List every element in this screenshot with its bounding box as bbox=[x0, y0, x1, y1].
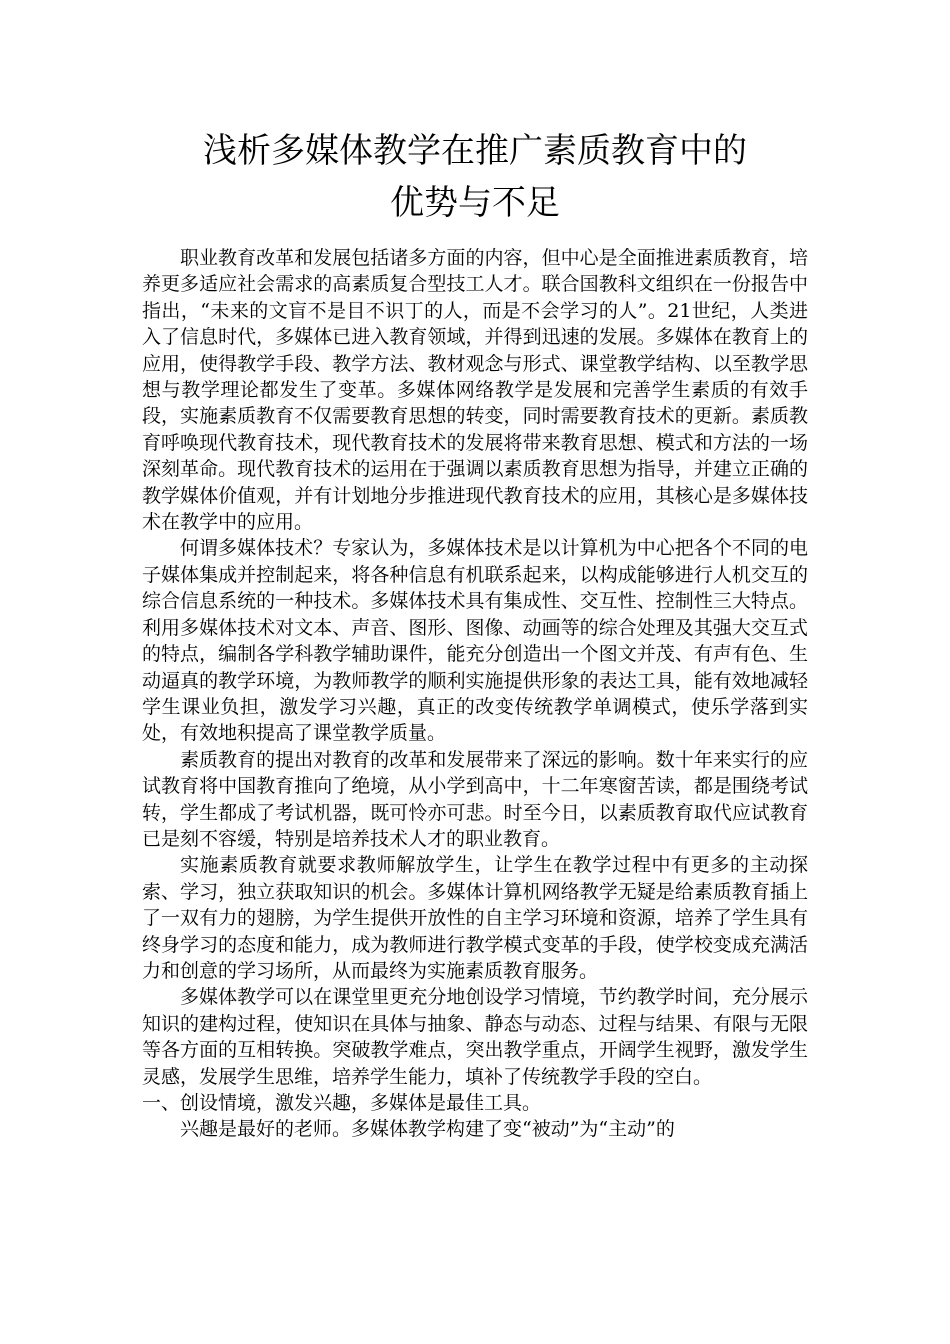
body-paragraph: 职业教育改革和发展包括诸多方面的内容，但中心是全面推进素质教育，培养更多适应社会需求的高素质复合型技工人才。联合国教科文组织在一份报告中指出，“未来的文盲不是目不识丁的人，而是不会学习的人”。21世纪，人类进入了信息时代，多媒体已进入教育领域，并得到迅速的发展。多媒体在教育上的应用，使得教学手段、教学方法、教材观念与形式、课堂教学结构、以至教学思想与教学理论都发生了变革。多媒体网络教学是发展和完善学生素质的有效手段，实施素质教育不仅需要教育思想的转变，同时需要教育技术的更新。素质教育呼唤现代教育技术，现代教育技术的发展将带来教育思想、模式和方法的一场深刻革命。现代教育技术的运用在于强调以素质教育思想为指导，并建立正确的教学媒体价值观，并有计划地分步推进现代教育技术的应用，其核心是多媒体技术在教学中的应用。 bbox=[142, 247, 808, 534]
body-paragraph: 素质教育的提出对教育的改革和发展带来了深远的影响。数十年来实行的应试教育将中国教育推向了绝境，从小学到高中，十二年寒窗苦读，都是围绕考试转，学生都成了考试机器，既可怜亦可悲。时至今日，以素质教育取代应试教育已是刻不容缓，特别是培养技术人才的职业教育。 bbox=[142, 748, 808, 850]
body-paragraph: 何谓多媒体技术？专家认为，多媒体技术是以计算机为中心把各个不同的电子媒体集成并控制起来，将各种信息有机联系起来，以构成能够进行人机交互的综合信息系统的一种技术。多媒体技术具有集成性、交互性、控制性三大特点。利用多媒体技术对文本、声音、图形、图像、动画等的综合处理及其强大交互式的特点，编制各学科教学辅助课件，能充分创造出一个图文并茂、有声有色、生动逼真的教学环境，为教师教学的顺利实施提供形象的表达工具，能有效地减轻学生课业负担，激发学习兴趣，真正的改变传统教学单调模式，使乐学落到实处，有效地积提高了课堂教学质量。 bbox=[142, 537, 808, 745]
body-paragraph: 实施素质教育就要求教师解放学生，让学生在教学过程中有更多的主动探索、学习，独立获取知识的机会。多媒体计算机网络教学无疑是给素质教育插上了一双有力的翅膀，为学生提供开放性的自主学习环境和资源，培养了学生具有终身学习的态度和能力，成为教师进行教学模式变革的手段，使学校变成充满活力和创意的学习场所，从而最终为实施素质教育服务。 bbox=[142, 854, 808, 982]
body-paragraph: 多媒体教学可以在课堂里更充分地创设学习情境，节约教学时间，充分展示知识的建构过程，使知识在具体与抽象、静态与动态、过程与结果、有限与无限等各方面的互相转换。突破教学难点，突出教学重点，开阔学生视野，激发学生灵感，发展学生思维，培养学生能力，填补了传统教学手段的空白。 bbox=[142, 986, 808, 1088]
document-body bbox=[142, 245, 808, 1143]
document-title-line-2: 优势与不足 bbox=[390, 183, 560, 223]
document-title-line-1: 浅析多媒体教学在推广素质教育中的 bbox=[203, 131, 747, 171]
body-paragraph: 兴趣是最好的老师。多媒体教学构建了变“被动”为“主动”的 bbox=[180, 1118, 675, 1141]
section-heading: 一、创设情境，激发兴趣，多媒体是最佳工具。 bbox=[142, 1092, 542, 1114]
